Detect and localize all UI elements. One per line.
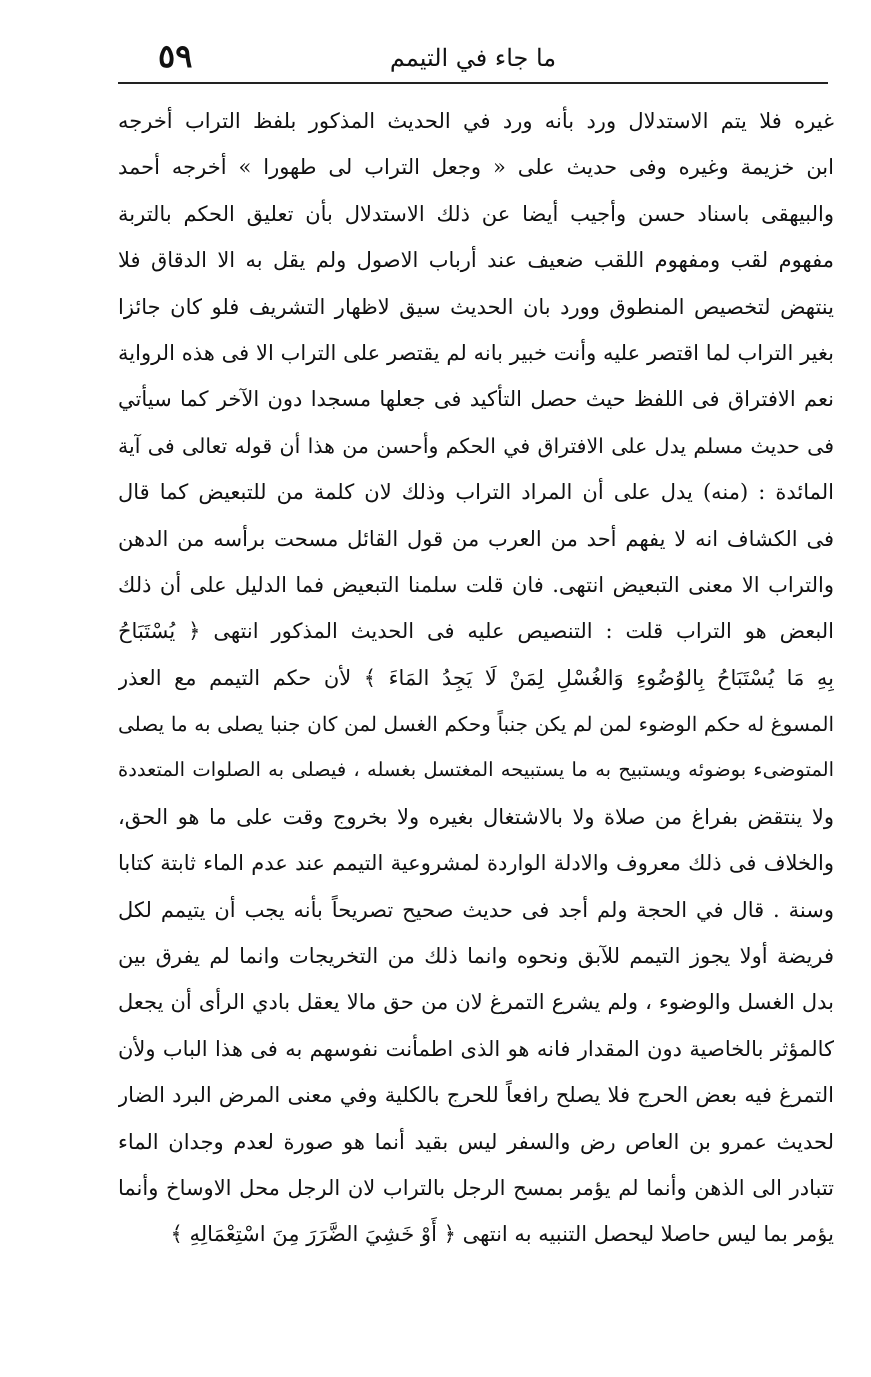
text-line: يؤمر بما ليس حاصلا ليحصل التنبيه به انتهى ﴿ أَوْ خَشِيَ الضَّرَرَ مِنَ اسْتِعْمَالِهِ ﴾: [170, 1222, 834, 1247]
text-line: فى حديث مسلم يدل على الافتراق في الحكم وأحسن من هذا أن قوله تعالى فى آية: [118, 433, 834, 458]
running-title: ما جاء في التيمم: [389, 44, 557, 72]
text-line: والخلاف فى ذلك معروف والادلة الواردة لمشروعية التيمم عند عدم الماء ثابتة كتابا: [118, 851, 834, 876]
text-line: مفهوم لقب ومفهوم اللقب ضعيف عند أرباب الاصول ولم يقل به الا الدقاق فلا: [118, 248, 834, 273]
header-divider: [118, 82, 828, 84]
text-line: ولا ينتقض بفراغ من صلاة ولا بالاشتغال بغيره ولا بخروج وقت على ما هو الحق،: [118, 804, 834, 829]
text-line: بغير التراب لما اقتصر عليه وأنت خبير بانه لم يقتصر على التراب الا فى هذه الرواية: [118, 340, 834, 365]
text-line: المسوغ له حكم الوضوء لمن لم يكن جنباً وحكم الغسل لمن كان جنبا يصلى به ما يصلى: [118, 712, 834, 737]
text-line: المائدة : (منه) يدل على أن المراد التراب وذلك لان كلمة من للتبعيض كما قال: [118, 480, 834, 505]
text-line: تتبادر الى الذهن وأنما لم يؤمر بمسح الرجل بالتراب لان الرجل محل الاوساخ وأنما: [118, 1175, 834, 1200]
text-line: بِهِ مَا يُسْتَبَاحُ بِالوُضُوءِ وَالغُسْلِ لِمَنْ لَا يَجِدُ المَاءَ ﴾ لأن حكم التيمم مع العذر: [118, 665, 834, 690]
text-line: كالمؤثر بالخاصية دون المقدار فانه هو الذى اطمأنت نفوسهم به فى هذا الباب ولأن: [118, 1036, 834, 1061]
text-line: فريضة أولا يجوز التيمم للآبق ونحوه وانما ذلك من التخريجات وانما لم يفرق بين: [118, 944, 834, 969]
text-line: التمرغ فيه بعض الحرج فلا يصلح رافعاً للحرج بالكلية وفي معنى المرض البرد الضار: [118, 1083, 834, 1108]
text-line: بدل الغسل والوضوء ، ولم يشرع التمرغ لان من حق مالا يعقل بادي الرأى أن يجعل: [118, 990, 834, 1015]
text-line: المتوضىء بوضوئه ويستبيح به ما يستبيحه المغتسل بغسله ، فيصلى به الصلوات المتعددة: [118, 758, 834, 782]
page-header: [118, 32, 828, 80]
text-line: نعم الافتراق فى اللفظ حيث حصل التأكيد فى جعلها مسجدا دون الآخر كما سيأتي: [118, 387, 834, 412]
text-line: ابن خزيمة وغيره وفى حديث على « وجعل التراب لى طهورا » أخرجه أحمد: [118, 155, 834, 180]
text-line: فى الكشاف انه لا يفهم أحد من العرب من قول القائل مسحت برأسه من الدهن: [118, 526, 834, 551]
text-line: وسنة . قال في الحجة ولم أجد فى حديث صحيح تصريحاً بأنه يجب أن يتيمم لكل: [118, 897, 834, 922]
text-line: غيره فلا يتم الاستدلال ورد بأنه ورد في الحديث المذكور بلفظ التراب أخرجه: [118, 109, 834, 133]
text-line: ينتهض لتخصيص المنطوق وورد بان الحديث سيق لاظهار التشريف فلو كان جائزا: [118, 294, 834, 319]
text-line: والتراب الا معنى التبعيض انتهى. فان قلت سلمنا التبعيض فما الدليل على أن ذلك: [118, 572, 834, 597]
text-line: لحديث عمرو بن العاص رض والسفر ليس بقيد أنما هو صورة لعدم وجدان الماء: [118, 1129, 834, 1154]
text-line: والبيهقى باسناد حسن وأجيب أيضا عن ذلك الاستدلال بأن تعليق الحكم بالتربة: [118, 201, 834, 226]
text-line: البعض هو التراب قلت : التنصيص عليه فى الحديث المذكور انتهى ﴿ يُسْتَبَاحُ: [118, 619, 834, 644]
page-number: ٥٩: [158, 37, 193, 75]
body-text: [118, 98, 834, 1258]
